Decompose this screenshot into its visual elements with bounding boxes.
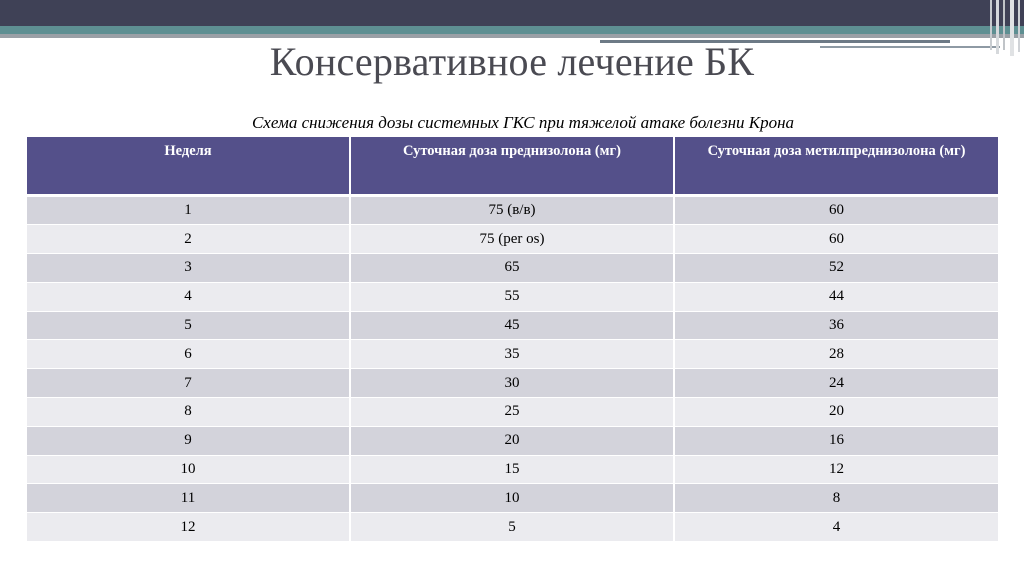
table-row: [27, 311, 998, 340]
cell-methylprednisolone: 24: [674, 369, 998, 398]
cell-methylprednisolone: 36: [674, 311, 998, 340]
cell-methylprednisolone: 44: [674, 282, 998, 311]
cell-week: 2: [27, 225, 350, 254]
cell-prednisolone: 15: [350, 455, 674, 484]
header-week: Неделя: [27, 137, 350, 195]
table-row: [27, 282, 998, 311]
cell-methylprednisolone: 12: [674, 455, 998, 484]
table-row: [27, 426, 998, 455]
cell-methylprednisolone: 8: [674, 484, 998, 513]
cell-week: 7: [27, 369, 350, 398]
table-row: [27, 225, 998, 254]
cell-prednisolone: 45: [350, 311, 674, 340]
cell-prednisolone: 20: [350, 426, 674, 455]
cell-methylprednisolone: 20: [674, 398, 998, 427]
header-methylprednisolone: Суточная доза метилпреднизолона (мг): [674, 137, 998, 195]
table-row: [27, 398, 998, 427]
dose-schedule-table: [27, 137, 998, 542]
cell-prednisolone: 55: [350, 282, 674, 311]
cell-week: 11: [27, 484, 350, 513]
cell-week: 9: [27, 426, 350, 455]
cell-prednisolone: 30: [350, 369, 674, 398]
cell-methylprednisolone: 60: [674, 195, 998, 225]
table-row: [27, 340, 998, 369]
cell-prednisolone: 10: [350, 484, 674, 513]
cell-prednisolone: 35: [350, 340, 674, 369]
slide-title: Консервативное лечение БК: [269, 39, 755, 84]
top-decor-band: [0, 0, 1024, 26]
cell-methylprednisolone: 16: [674, 426, 998, 455]
cell-week: 3: [27, 254, 350, 283]
table-row: [27, 254, 998, 283]
table-row: [27, 484, 998, 513]
cell-methylprednisolone: 52: [674, 254, 998, 283]
cell-methylprednisolone: 4: [674, 513, 998, 542]
cell-week: 4: [27, 282, 350, 311]
cell-prednisolone: 65: [350, 254, 674, 283]
table-row: [27, 455, 998, 484]
table-row: [27, 513, 998, 542]
cell-prednisolone: 5: [350, 513, 674, 542]
table-caption: Схема снижения дозы системных ГКС при тяжелой атаке болезни Крона: [251, 113, 795, 132]
cell-prednisolone: 75 (per os): [350, 225, 674, 254]
cell-week: 1: [27, 195, 350, 225]
cell-methylprednisolone: 60: [674, 225, 998, 254]
table-row: [27, 369, 998, 398]
cell-methylprednisolone: 28: [674, 340, 998, 369]
cell-week: 5: [27, 311, 350, 340]
cell-week: 12: [27, 513, 350, 542]
cell-prednisolone: 25: [350, 398, 674, 427]
cell-week: 6: [27, 340, 350, 369]
table-row: [27, 195, 998, 225]
cell-week: 10: [27, 455, 350, 484]
cell-prednisolone: 75 (в/в): [350, 195, 674, 225]
table-header-row: [27, 137, 998, 195]
teal-decor-band: [0, 26, 1024, 34]
cell-week: 8: [27, 398, 350, 427]
header-prednisolone: Суточная доза преднизолона (мг): [350, 137, 674, 195]
